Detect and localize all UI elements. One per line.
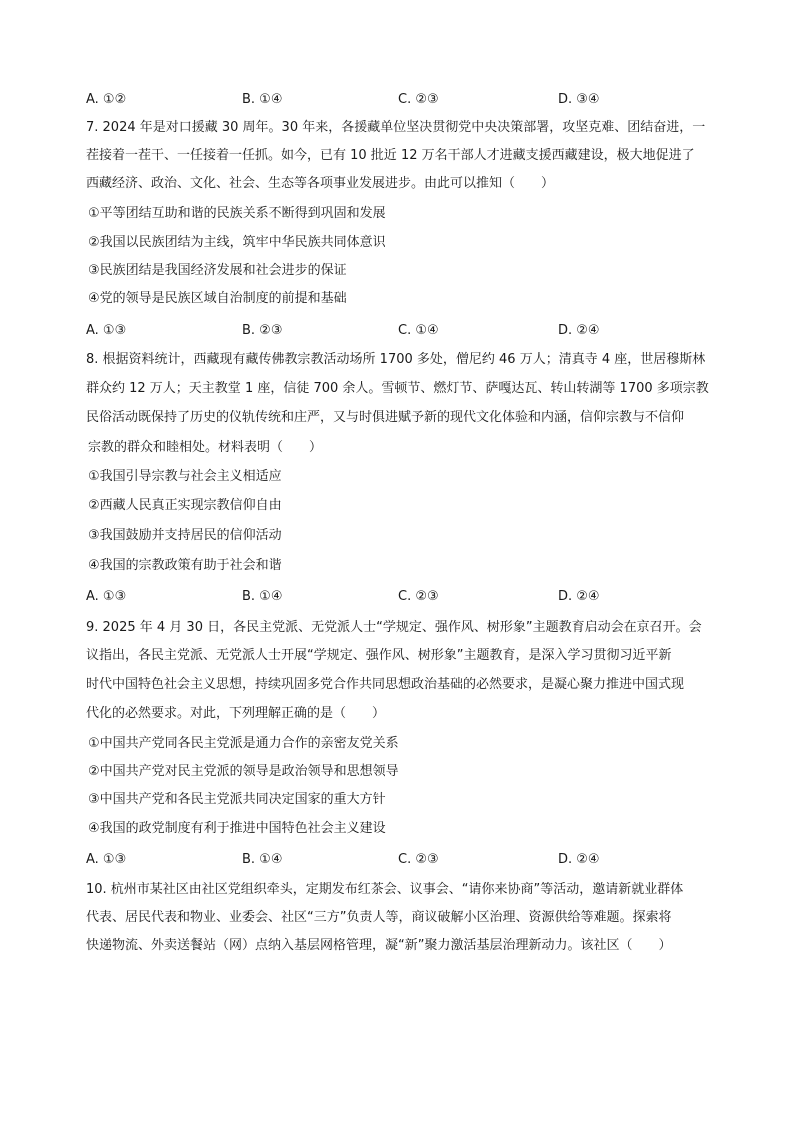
question-9-line-2: 议指出，各民主党派、无党派人士开展“学规定、强作风、树形象”主题教育，是深入学习贯彻习近平新 — [86, 648, 672, 663]
option-a: A. ①③ — [86, 589, 127, 604]
option-c: C. ①④ — [398, 323, 439, 338]
option-b: B. ①④ — [242, 589, 283, 604]
question-9-statement-1: ①中国共产党同各民主党派是通力合作的亲密友党关系 — [88, 736, 399, 751]
question-8-statement-4: ④我国的宗教政策有助于社会和谐 — [88, 558, 282, 573]
option-b: B. ①④ — [242, 852, 283, 867]
answer-options-q8 — [86, 588, 716, 606]
option-a: A. ①② — [86, 92, 127, 107]
question-9-line-4: 代化的必然要求。对此，下列理解正确的是（ ） — [86, 706, 386, 721]
question-9-line-3: 时代中国特色社会主义思想，持续巩固多党合作共同思想政治基础的必然要求，是凝心聚力推进中国式现 — [86, 677, 685, 692]
answer-options-q6 — [86, 91, 716, 109]
question-9-statement-4: ④我国的政党制度有利于推进中国特色社会主义建设 — [88, 821, 386, 836]
question-7-line-2: 茬接着一茬干、一任接着一任抓。如今，已有 10 批近 12 万名干部人才进藏支援西藏建设，极大地促进了 — [86, 148, 695, 163]
option-a: A. ①③ — [86, 852, 127, 867]
question-8-line-1: 8. 根据资料统计，西藏现有藏传佛教宗教活动场所 1700 多处，僧尼约 46 万人；清真寺 4 座，世居穆斯林 — [86, 352, 706, 367]
question-10-line-2: 代表、居民代表和物业、业委会、社区“三方”负责人等，商议破解小区治理、资源供给等难题。探索将 — [86, 910, 672, 925]
question-9-line-1: 9. 2025 年 4 月 30 日，各民主党派、无党派人士“学规定、强作风、树形象”主题教育启动会在京召开。会 — [86, 620, 702, 635]
question-8-statement-2: ②西藏人民真正实现宗教信仰自由 — [88, 498, 282, 513]
question-10-line-3: 快递物流、外卖送餐站（网）点纳入基层网格管理，凝“新”聚力激活基层治理新动力。该社区（ ） — [86, 938, 672, 953]
answer-options-q7 — [86, 322, 716, 340]
option-c: C. ②③ — [398, 92, 439, 107]
option-c: C. ②③ — [398, 852, 439, 867]
option-d: D. ②④ — [558, 589, 600, 604]
question-8-statement-1: ①我国引导宗教与社会主义相适应 — [88, 469, 282, 484]
question-8-line-3: 民俗活动既保持了历史的仪轨传统和庄严，又与时俱进赋予新的现代文化体验和内涵，信仰宗教与不信仰 — [86, 410, 685, 425]
question-7-statement-3: ③民族团结是我国经济发展和社会进步的保证 — [88, 263, 347, 278]
option-d: D. ②④ — [558, 323, 600, 338]
question-7-statement-2: ②我国以民族团结为主线，筑牢中华民族共同体意识 — [88, 235, 386, 250]
option-d: D. ③④ — [558, 92, 600, 107]
question-8-line-4: 宗教的群众和睦相处。材料表明（ ） — [88, 440, 323, 455]
question-9-statement-3: ③中国共产党和各民主党派共同决定国家的重大方针 — [88, 792, 386, 807]
question-7-line-1: 7. 2024 年是对口援藏 30 周年。30 年来，各援藏单位坚决贯彻党中央决策部署，攻坚克难、团结奋进，一 — [86, 120, 706, 135]
option-d: D. ②④ — [558, 852, 600, 867]
question-8-line-2: 群众约 12 万人；天主教堂 1 座，信徒 700 余人。雪顿节、燃灯节、萨嘎达瓦、转山转湖等 1700 多项宗教 — [86, 381, 709, 396]
option-c: C. ②③ — [398, 589, 439, 604]
option-b: B. ②③ — [242, 323, 283, 338]
question-7-statement-4: ④党的领导是民族区域自治制度的前提和基础 — [88, 291, 347, 306]
option-a: A. ①③ — [86, 323, 127, 338]
answer-options-q9 — [86, 851, 716, 869]
question-9-statement-2: ②中国共产党对民主党派的领导是政治领导和思想领导 — [88, 764, 399, 779]
question-7-statement-1: ①平等团结互助和谐的民族关系不断得到巩固和发展 — [88, 206, 386, 221]
question-10-line-1: 10. 杭州市某社区由社区党组织牵头，定期发布红茶会、议事会、“请你来协商”等活动，邀请新就业群体 — [86, 882, 684, 897]
question-7-line-3: 西藏经济、政治、文化、社会、生态等各项事业发展进步。由此可以推知（ ） — [86, 176, 555, 191]
question-8-statement-3: ③我国鼓励并支持居民的信仰活动 — [88, 528, 282, 543]
option-b: B. ①④ — [242, 92, 283, 107]
